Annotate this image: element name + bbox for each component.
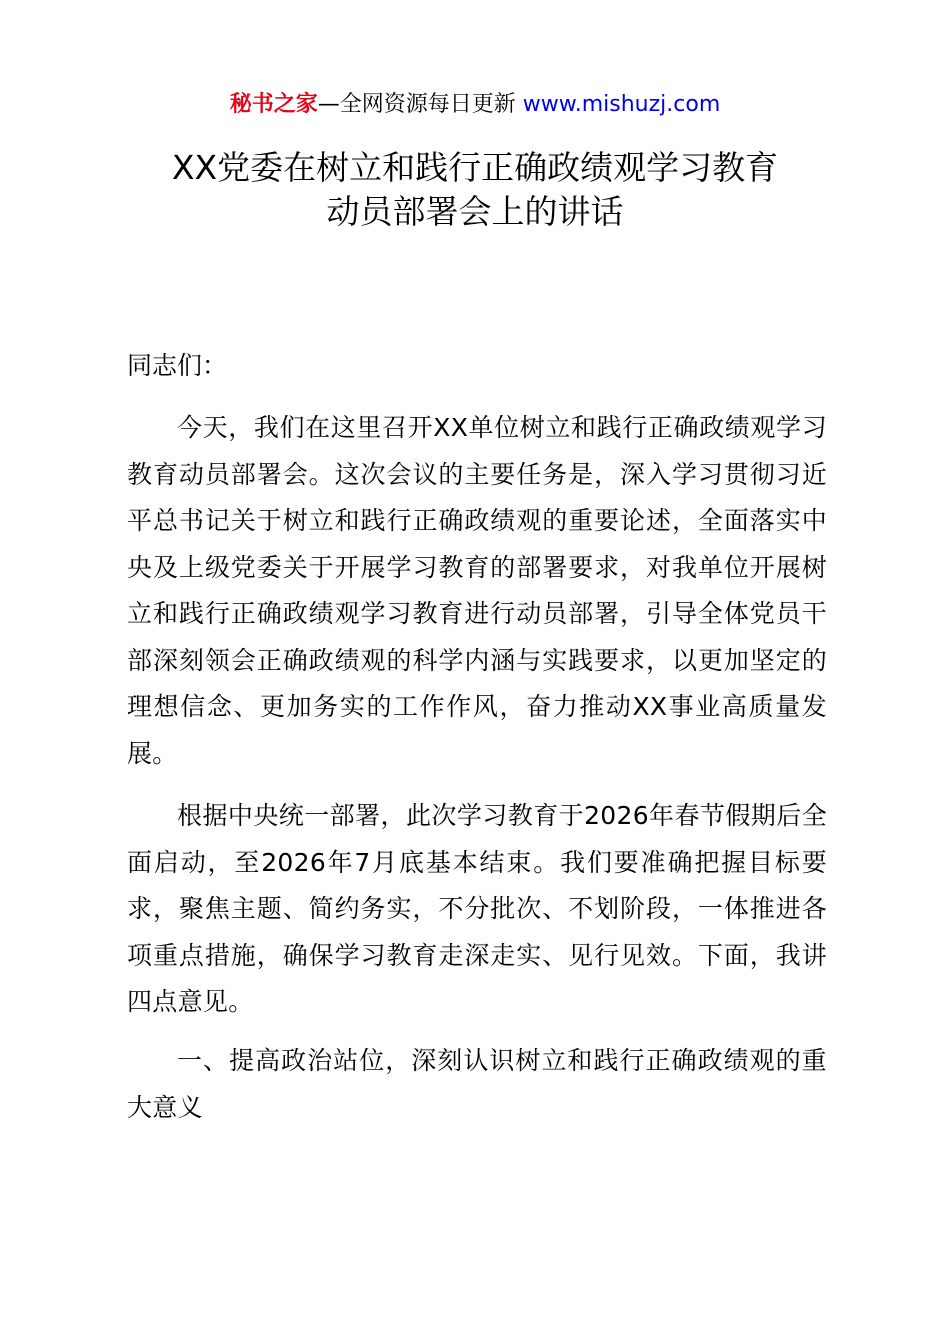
section-heading-one: 一、提高政治站位，深刻认识树立和践行正确政绩观的重大意义 bbox=[127, 1046, 827, 1122]
paragraph-schedule: 根据中央统一部署，此次学习教育于2026年春节假期后全面启动，至2026年7月底基本结束。我们要准确把握目标要求，聚焦主题、简约务实，不分批次、不划阶段，一体推进各项重点措施，确保学习教育走深走实、见行见效。下面，我讲四点意见。 bbox=[127, 801, 827, 1016]
document-title-line-2: 动员部署会上的讲话 bbox=[326, 192, 624, 231]
document-title-line-1: XX党委在树立和践行正确政绩观学习教育 bbox=[171, 148, 779, 187]
paragraph-intro: 今天，我们在这里召开XX单位树立和践行正确政绩观学习教育动员部署会。这次会议的主要任务是，深入学习贯彻习近平总书记关于树立和践行正确政绩观的重要论述，全面落实中央及上级党委关于开展学习教育的部署要求，对我单位开展树立和践行正确政绩观学习教育进行动员部署，引导全体党员干部深刻领会正确政绩观的科学内涵与实践要求，以更加坚定的理想信念、更加务实的工作作风，奋力推动XX事业高质量发展。 bbox=[127, 413, 827, 768]
brand-name: 秘书之家 bbox=[229, 92, 318, 117]
salutation: 同志们： bbox=[127, 351, 228, 380]
site-header bbox=[0, 88, 950, 122]
header-tagline: —全网资源每日更新 bbox=[317, 92, 516, 117]
site-link[interactable]: www.mishuzj.com bbox=[522, 92, 721, 117]
